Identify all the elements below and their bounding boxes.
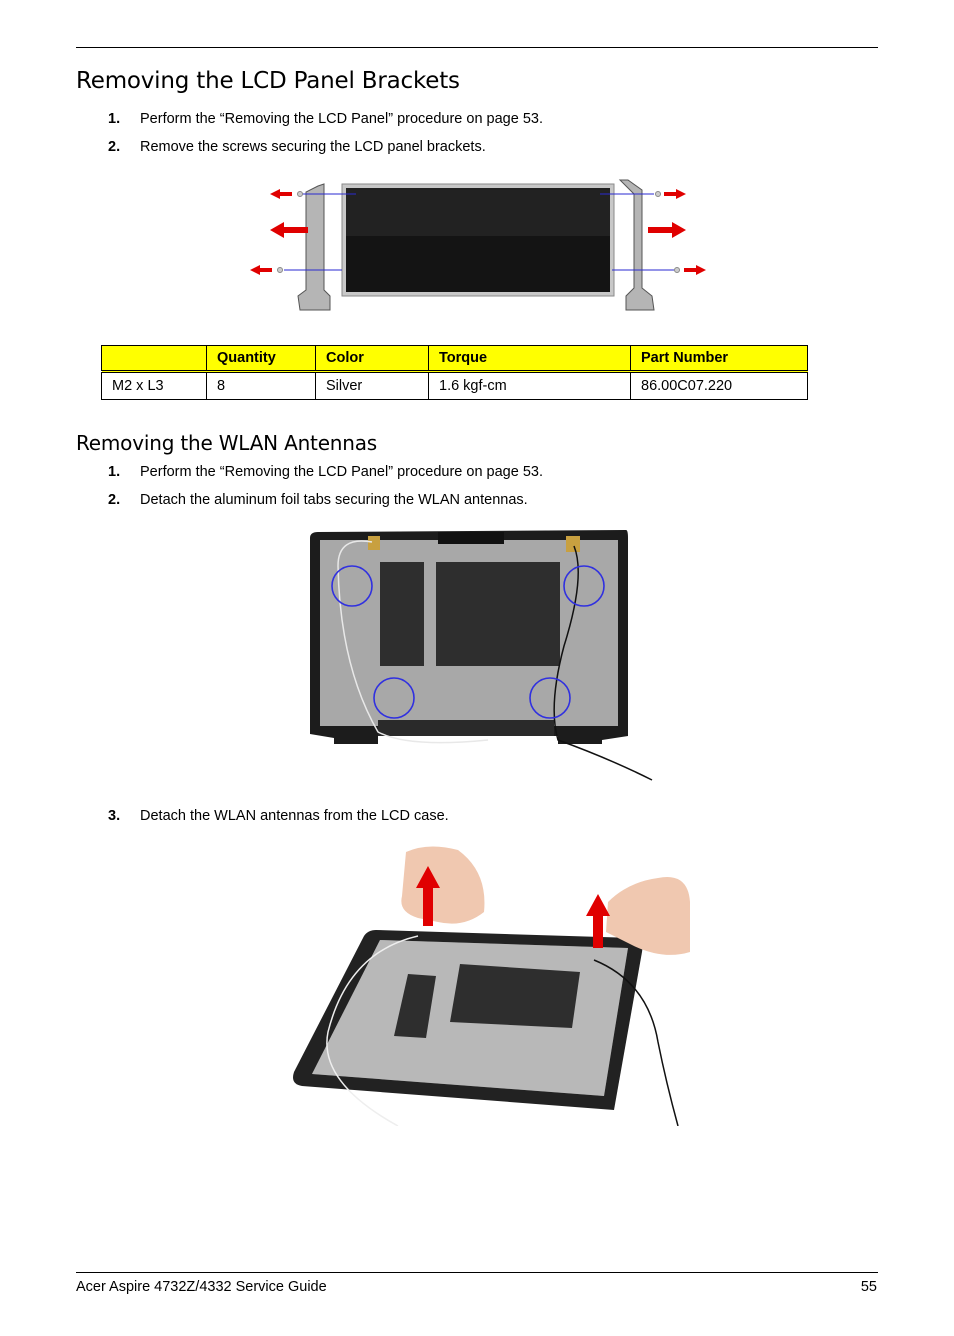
- step-2: [108, 139, 486, 155]
- step-3: [108, 808, 449, 824]
- column-header: [102, 346, 207, 372]
- step-text: Detach the aluminum foil tabs securing the WLAN antennas.: [140, 492, 528, 508]
- step-text: Detach the WLAN antennas from the LCD case.: [140, 808, 449, 824]
- step-number: 2.: [108, 139, 121, 155]
- column-header: Color: [316, 346, 429, 372]
- table-row: [102, 372, 808, 400]
- camera-board: [438, 532, 504, 544]
- step-text: Perform the “Removing the LCD Panel” procedure on page 53.: [140, 464, 543, 480]
- top-rule: [76, 47, 878, 48]
- table-cell: 1.6 kgf-cm: [429, 372, 631, 400]
- column-header: Quantity: [207, 346, 316, 372]
- page-number: 55: [860, 1279, 877, 1295]
- footer-title: Acer Aspire 4732Z/4332 Service Guide: [76, 1279, 327, 1295]
- step-2: [108, 492, 528, 508]
- screw-icon: [278, 268, 283, 273]
- table-cell: M2 x L3: [102, 372, 207, 400]
- step-1: [108, 111, 543, 127]
- table-cell: 86.00C07.220: [631, 372, 808, 400]
- screw-spec-table: [101, 345, 808, 400]
- right-bracket: [620, 180, 654, 310]
- screw-icon: [298, 192, 303, 197]
- antenna-detach-figure: [288, 842, 690, 1126]
- screw-icon: [656, 192, 661, 197]
- arrow-left-icon: [250, 189, 308, 275]
- step-text: Perform the “Removing the LCD Panel” procedure on page 53.: [140, 111, 543, 127]
- lcd-case-foil-tabs-figure: [308, 526, 660, 784]
- table-header-row: [102, 346, 808, 372]
- table-cell: 8: [207, 372, 316, 400]
- footer-rule: [76, 1272, 878, 1273]
- screw-icon: [675, 268, 680, 273]
- lcd-brackets-figure: [240, 172, 720, 322]
- table-cell: Silver: [316, 372, 429, 400]
- conductive-pad: [380, 562, 424, 666]
- hand-left: [401, 846, 484, 923]
- step-number: 1.: [108, 111, 121, 127]
- column-header: Part Number: [631, 346, 808, 372]
- left-bracket: [298, 184, 330, 310]
- step-number: 1.: [108, 464, 121, 480]
- section-title-wlan-antennas: Removing the WLAN Antennas: [76, 431, 378, 455]
- conductive-pad: [436, 562, 560, 666]
- step-text: Remove the screws securing the LCD panel brackets.: [140, 139, 486, 155]
- step-number: 3.: [108, 808, 121, 824]
- conductive-pad: [450, 964, 580, 1028]
- column-header: Torque: [429, 346, 631, 372]
- arrow-right-icon: [648, 189, 706, 275]
- step-number: 2.: [108, 492, 121, 508]
- section-title-lcd-brackets: Removing the LCD Panel Brackets: [76, 68, 460, 94]
- step-1: [108, 464, 543, 480]
